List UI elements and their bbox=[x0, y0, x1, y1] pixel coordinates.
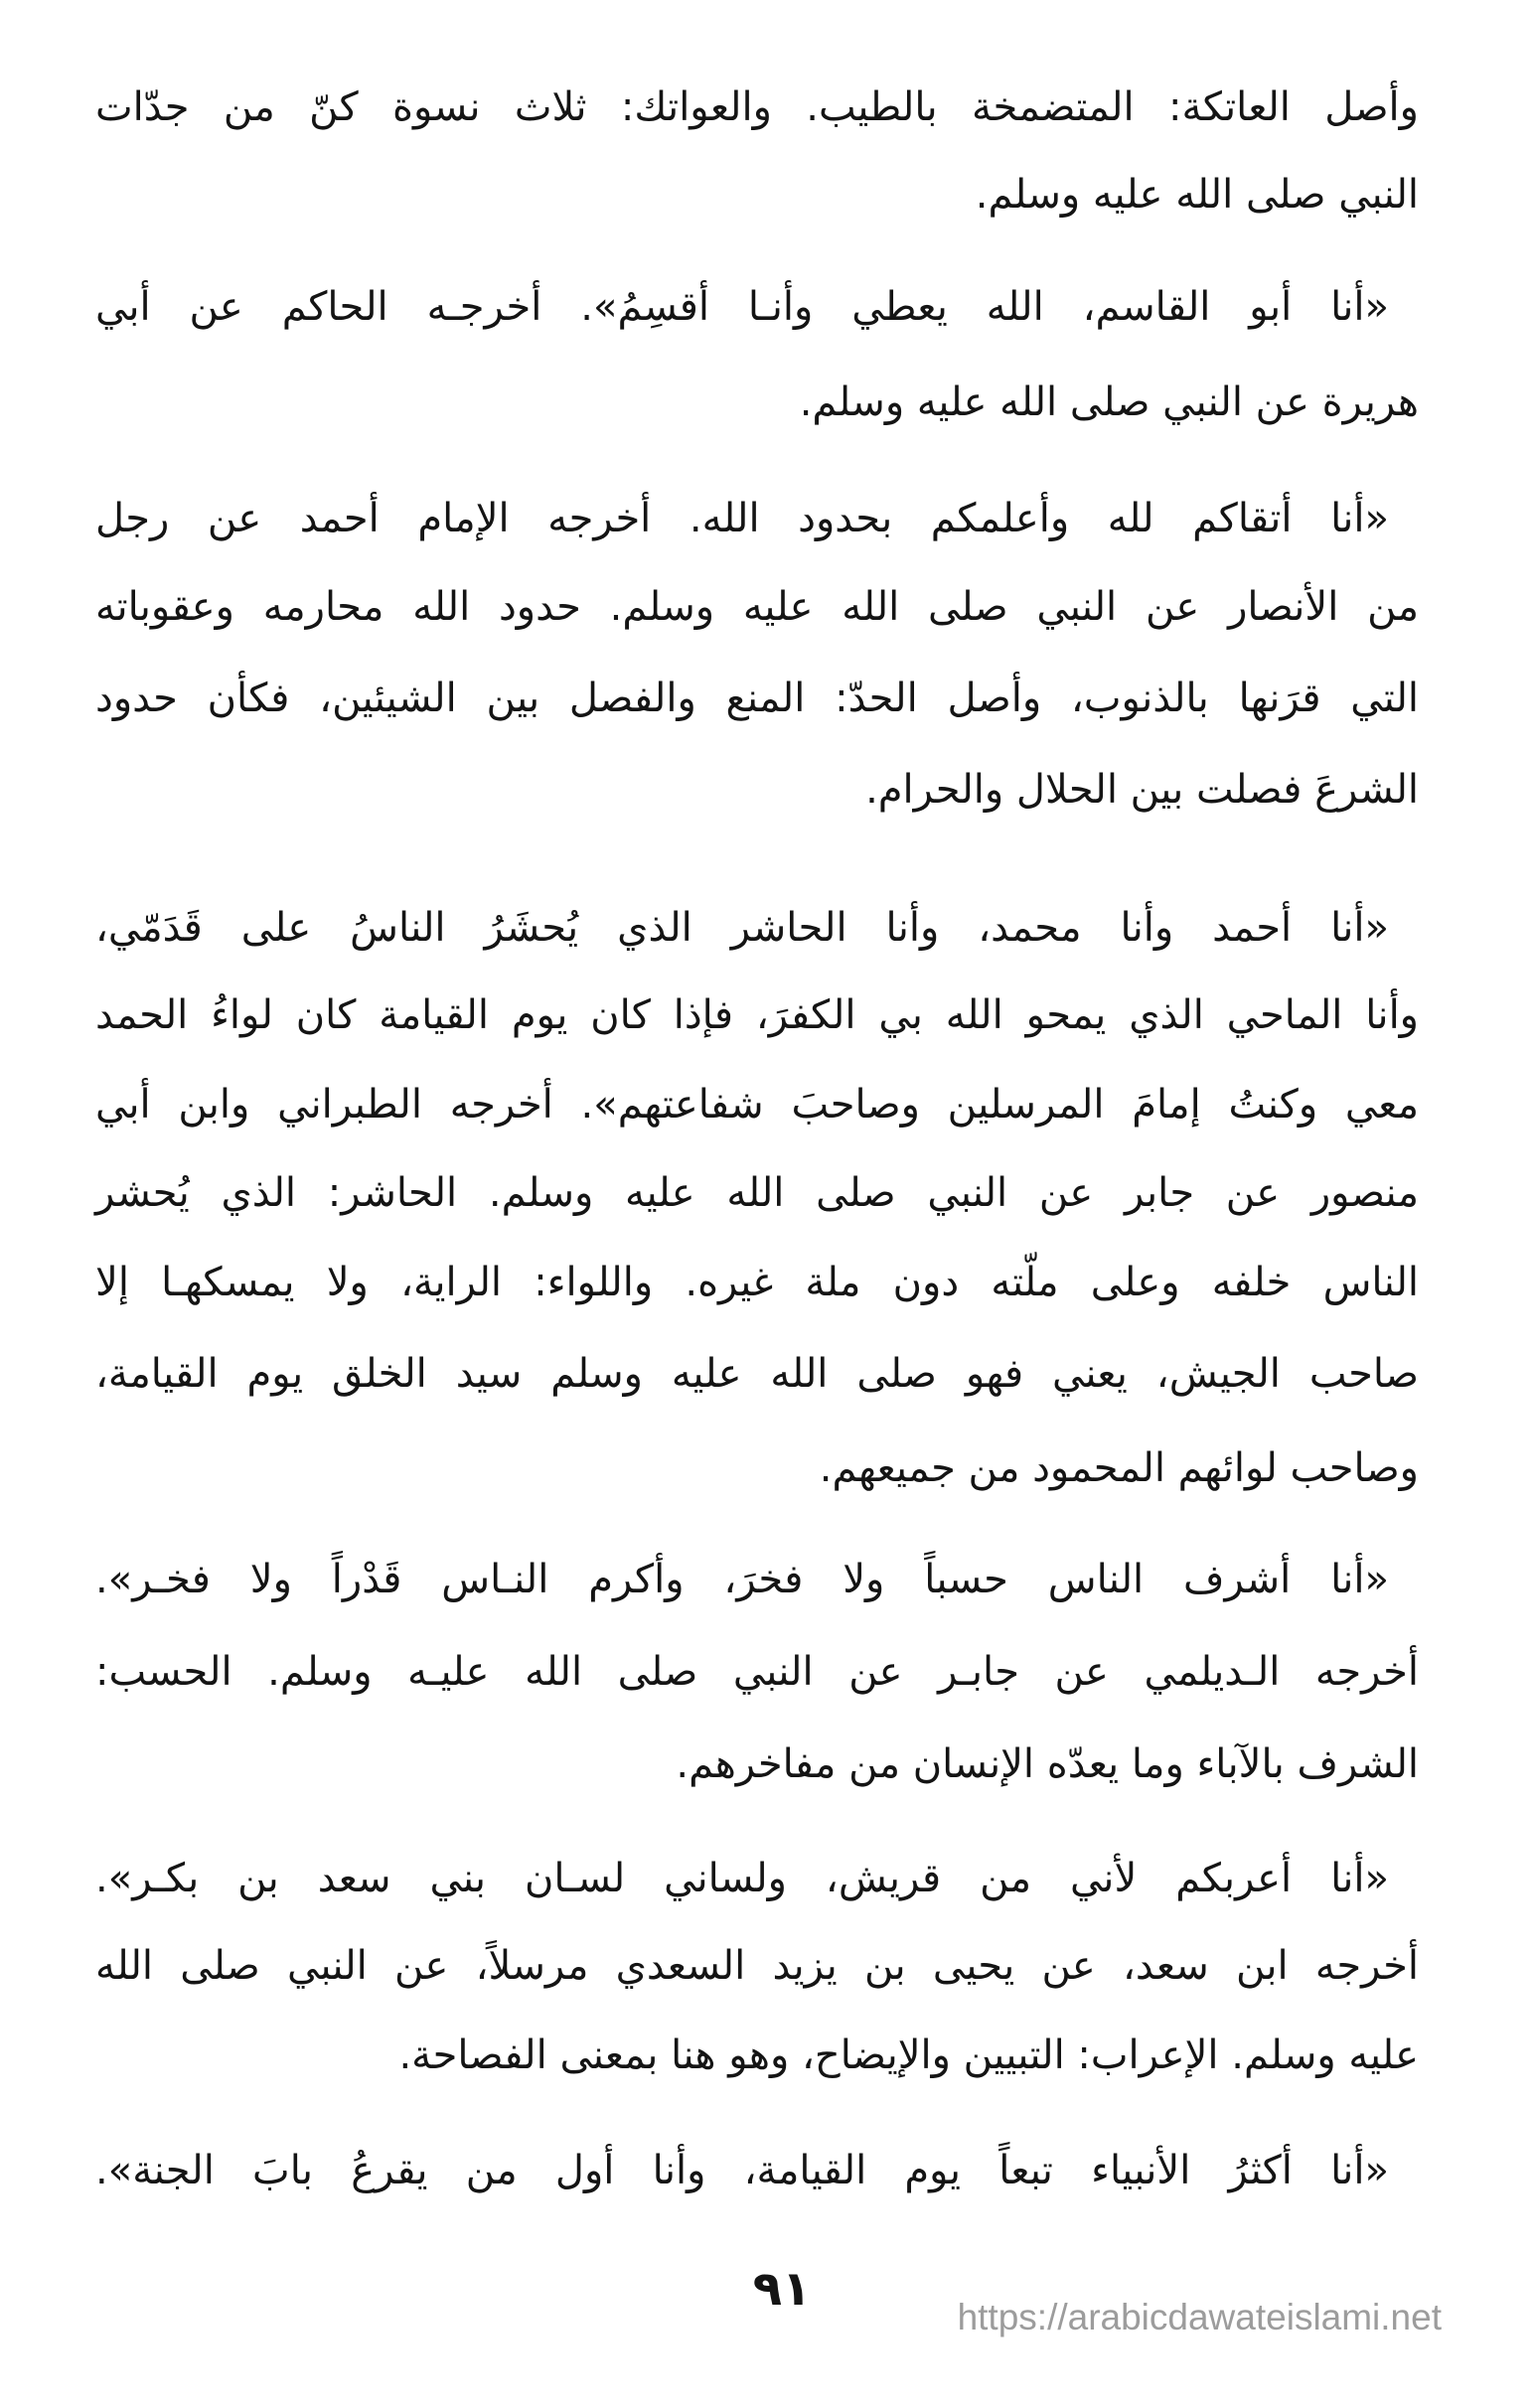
page-number: ٩١ bbox=[752, 2261, 812, 2317]
text-line: عليه وسلم. الإعراب: التبيين والإيضاح، وهو هنا بمعنى الفصاحة. bbox=[398, 2032, 1419, 2078]
text-line: الشرعَ فصلت بين الحلال والحرام. bbox=[865, 767, 1419, 813]
watermark-url: https://arabicdawateislami.net bbox=[957, 2297, 1442, 2337]
text-line: «أنا أعربكم لأني من قريش، ولساني لسـان بني سعد بن بكـر». bbox=[95, 1856, 1389, 1901]
text-line: وأنا الماحي الذي يمحو الله بي الكفرَ، فإذا كان يوم القيامة كان لواءُ الحمد bbox=[95, 992, 1419, 1038]
text-line: الشرف بالآباء وما يعدّه الإنسان من مفاخرهم. bbox=[676, 1741, 1419, 1787]
text-line: هريرة عن النبي صلى الله عليه وسلم. bbox=[799, 379, 1419, 425]
text-line: صاحب الجيش، يعني فهو صلى الله عليه وسلم سيد الخلق يوم القيامة، bbox=[95, 1351, 1419, 1397]
text-line: أخرجه ابن سعد، عن يحيى بن يزيد السعدي مرسلاً، عن النبي صلى الله bbox=[95, 1943, 1419, 1989]
text-line: من الأنصار عن النبي صلى الله عليه وسلم. حدود الله محارمه وعقوباته bbox=[95, 584, 1419, 630]
text-line: «أنا أتقاكم لله وأعلمكم بحدود الله. أخرجه الإمام أحمد عن رجل bbox=[95, 496, 1389, 541]
text-line: «أنا أكثرُ الأنبياء تبعاً يوم القيامة، وأنا أول من يقرعُ بابَ الجنة». bbox=[95, 2148, 1389, 2193]
text-line: «أنا أحمد وأنا محمد، وأنا الحاشر الذي يُحشَرُ الناسُ على قَدَمّي، bbox=[95, 905, 1389, 951]
text-line: التي قرَنها بالذنوب، وأصل الحدّ: المنع والفصل بين الشيئين، فكأن حدود bbox=[95, 676, 1419, 721]
text-line: وصاحب لوائهم المحمود من جميعهم. bbox=[819, 1445, 1419, 1491]
text-line: «أنا أبو القاسم، الله يعطي وأنـا أقسِمُ». أخرجـه الحاكم عن أبي bbox=[95, 284, 1389, 330]
text-line: منصور عن جابر عن النبي صلى الله عليه وسلم. الحاشر: الذي يُحشر bbox=[95, 1170, 1419, 1216]
text-line: النبي صلى الله عليه وسلم. bbox=[975, 172, 1419, 218]
text-line: الناس خلفه وعلى ملّته دون ملة غيره. واللواء: الراية، ولا يمسكهـا إلا bbox=[95, 1260, 1419, 1305]
text-line: «أنا أشرف الناس حسباً ولا فخرَ، وأكرم النـاس قَدْراً ولا فخـر». bbox=[95, 1557, 1389, 1602]
text-line: أخرجه الـديلمي عن جابـر عن النبي صلى الله عليـه وسلم. الحسب: bbox=[95, 1649, 1419, 1695]
text-line: معي وكنتُ إمامَ المرسلين وصاحبَ شفاعتهم». أخرجه الطبراني وابن أبي bbox=[95, 1082, 1419, 1128]
text-line: وأصل العاتكة: المتضمخة بالطيب. والعواتك: ثلاث نسوة كنّ من جدّات bbox=[95, 84, 1419, 130]
